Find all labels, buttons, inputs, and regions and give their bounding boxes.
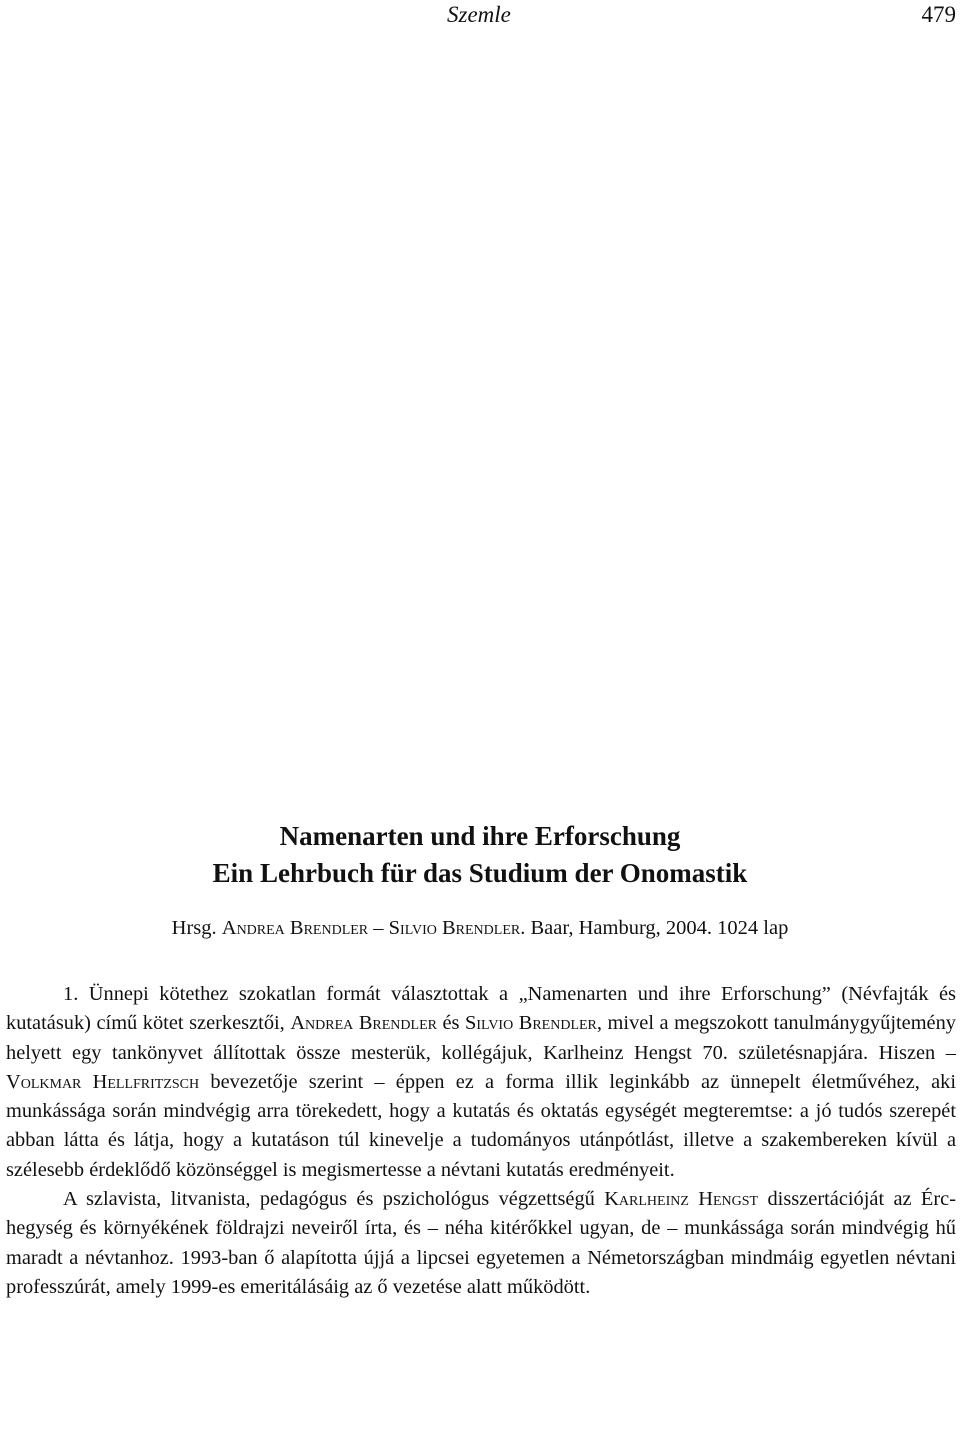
journal-name: Szemle [447, 2, 511, 27]
person-name: Silvio Brendler [465, 1012, 597, 1035]
paragraph [6, 980, 956, 1185]
byline-publication: . Baar, Hamburg, 2004. 1024 lap [520, 917, 789, 939]
review-subtitle: Ein Lehrbuch für das Studium der Onomastik [212, 858, 748, 888]
text-run: disszertációját az Érc-hegység és környékének földrajzi neveiről írta, és – néha kitérőkkel ugyan, de – munkássága során mindvégig hű maradt a névtanhoz. 1993-ban ő alapította újjá a lipcsei egyetemen a Németországban mindmáig egyetlen névtani professzúrát, amely 1999-es emeritálásáig az ő vezetése alatt működött. [6, 1188, 957, 1298]
person-name: Karlheinz Hengst [604, 1188, 759, 1211]
text-run: 1. Ünnepi kötethez szokatlan formát választottak a „Namenarten und ihre Erforschung” (Névfajták és kutatásuk) című kötet szerkesztői, [6, 983, 956, 1035]
paragraph [6, 1185, 956, 1302]
text-run: bevezetője szerint – éppen ez a forma illik leginkább az ünnepelt életművéhez, aki munkássága során mindvégig arra törekedett, hogy a kutatás és oktatás egységét megteremtse: a jó tudós szerepét abban látta és látja, hogy a kutatáson túl kinevelje a tudományos utánpótlást, illetve a szakembereken kívül a szélesebb érdeklődő közönséggel is megismertesse a névtani kutatás eredményeit. [6, 1070, 957, 1181]
page-number: 479 [921, 2, 956, 27]
person-name: Volkmar Hellfritzsch [6, 1070, 200, 1093]
review-body [6, 980, 956, 1302]
review-title: Namenarten und ihre Erforschung [279, 821, 681, 851]
review-title-block [0, 818, 960, 892]
person-name: Andrea Brendler [290, 1012, 437, 1035]
review-byline [0, 917, 960, 940]
editor-name: Silvio Brendler [388, 917, 521, 939]
text-run: és [436, 1012, 466, 1035]
text-run: A szlavista, litvanista, pedagógus és pszichológus végzettségű [63, 1188, 605, 1211]
text-run: , mivel a megszokott tanulmánygyűjtemény helyett egy tankönyvet állítottak össze mesterük, kollégájuk, Karlheinz Hengst 70. születésnapjára. Hiszen – [6, 1012, 957, 1064]
byline-dash: – [368, 917, 389, 939]
running-head [0, 0, 960, 40]
byline-prefix: Hrsg. [171, 917, 222, 939]
editor-name: Andrea Brendler [221, 917, 369, 939]
